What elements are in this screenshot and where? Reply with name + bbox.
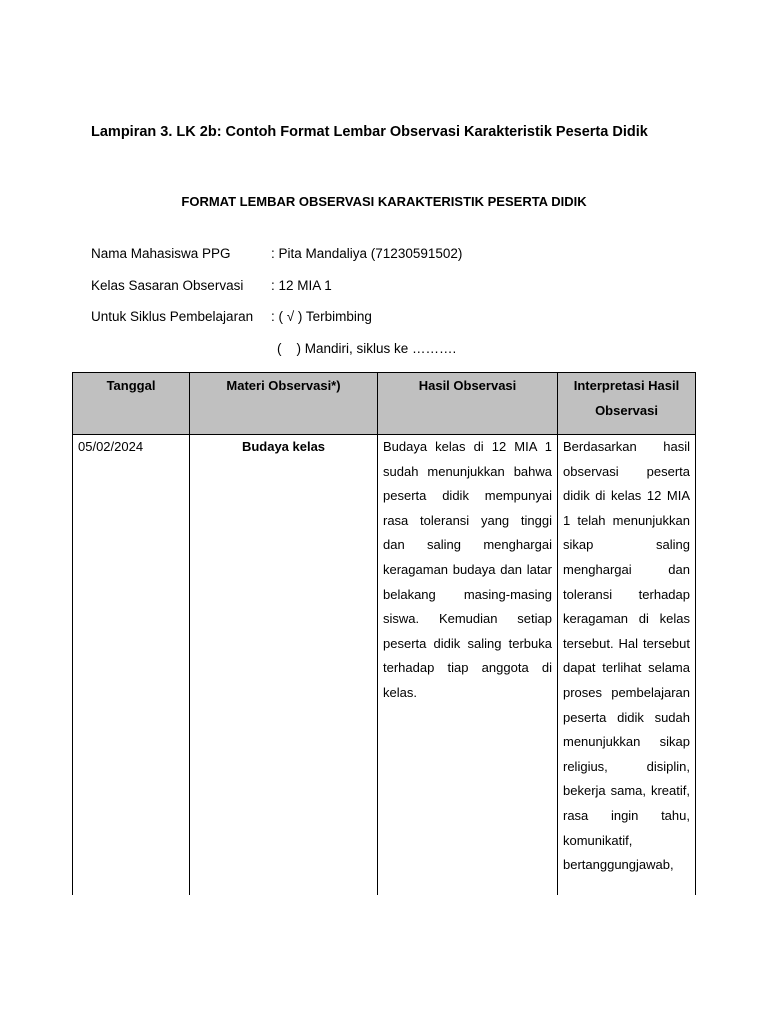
cell-materi: Budaya kelas [190,435,378,896]
header-hasil: Hasil Observasi [378,373,558,435]
mahasiswa-label: Nama Mahasiswa PPG [91,246,231,261]
table-row [73,435,696,896]
mahasiswa-value: : Pita Mandaliya (71230591502) [271,246,463,261]
siklus-label: Untuk Siklus Pembelajaran [91,309,254,324]
observation-table [72,372,696,895]
table-header-row [73,373,696,435]
siklus-value: : ( √ ) Terbimbing [271,309,372,324]
page-heading: Lampiran 3. LK 2b: Contoh Format Lembar Observasi Karakteristik Peserta Didik [91,124,648,140]
header-tanggal: Tanggal [73,373,190,435]
cell-interpretasi: Berdasarkan hasil observasi peserta didik di kelas 12 MIA 1 telah menunjukkan sikap saling menghargai dan toleransi terhadap keragaman di kelas tersebut. Hal tersebut dapat terlihat selama proses pembelajaran peserta didik sudah menunjukkan sikap religius, disiplin, bekerja sama, kreatif, rasa ingin tahu, komunikatif, bertanggungjawab, [558,435,696,896]
kelas-value: : 12 MIA 1 [271,278,332,293]
cell-tanggal: 05/02/2024 [73,435,190,896]
kelas-label: Kelas Sasaran Observasi [91,278,244,293]
header-interpretasi: Interpretasi Hasil Observasi [558,373,696,435]
cell-hasil: Budaya kelas di 12 MIA 1 sudah menunjukkan bahwa peserta didik mempunyai rasa toleransi yang tinggi dan saling menghargai keragaman budaya dan latar belakang masing-masing siswa. Kemudian setiap peserta didik saling terbuka terhadap tiap anggota di kelas. [378,435,558,896]
mandiri-option: ( ) Mandiri, siklus ke ………. [277,341,457,356]
header-materi: Materi Observasi*) [190,373,378,435]
form-title: FORMAT LEMBAR OBSERVASI KARAKTERISTIK PESERTA DIDIK [181,194,587,209]
